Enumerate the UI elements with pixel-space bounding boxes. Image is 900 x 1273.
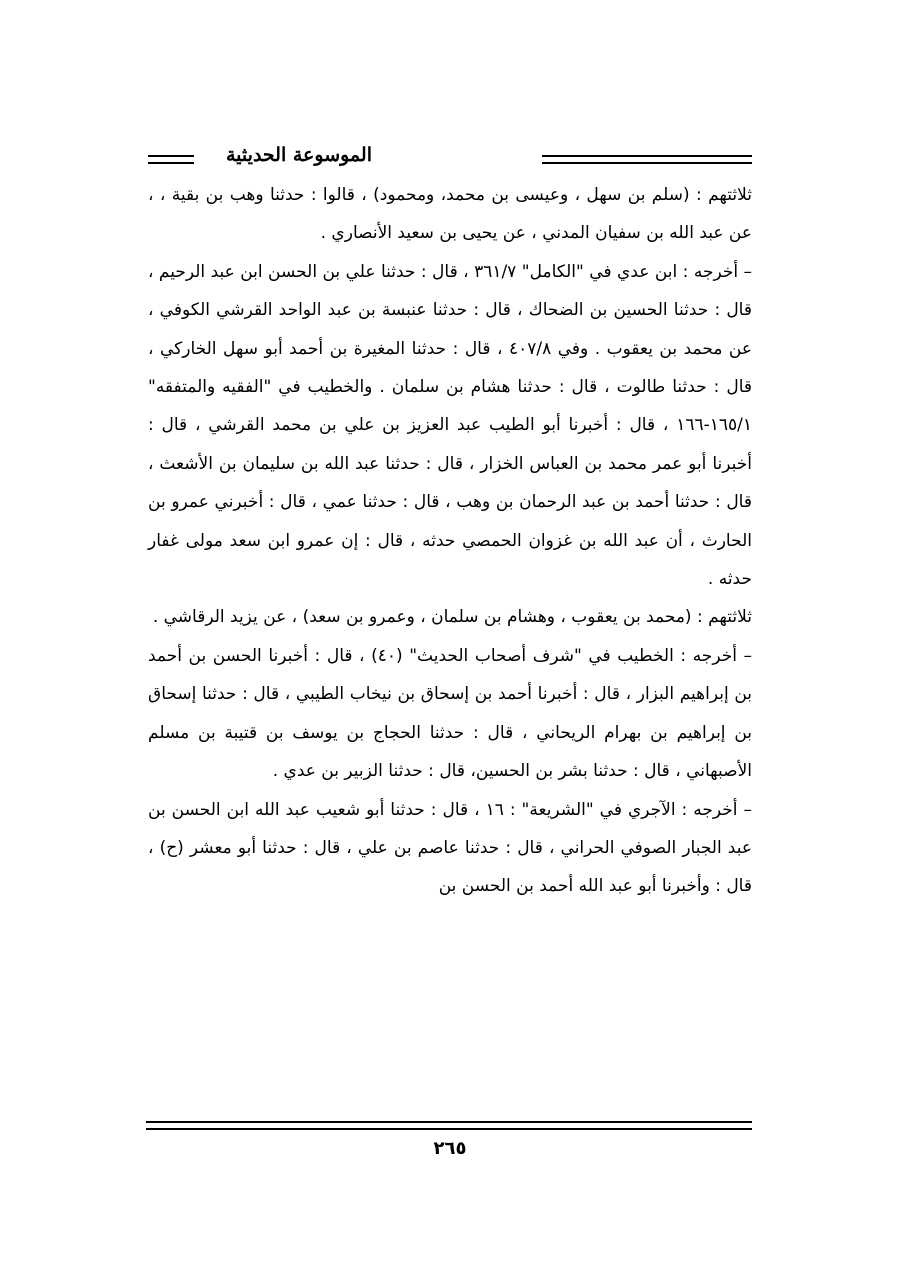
- paragraph-3: ثلاثتهم : (محمد بن يعقوب ، وهشام بن سلمان ، وعمرو بن سعد) ، عن يزيد الرقاشي .: [152, 607, 752, 628]
- paragraph-2: – أخرجه : ابن عدي في "الكامل" ٣٦١/٧ ، قال : حدثنا علي بن الحسن ابن عبد الرحيم ، قال : حدثنا الحسين بن الضحاك ، قال : حدثنا عنبسة بن عبد الواحد القرشي الكوفي ، عن محمد بن يعقوب . وفي ٤٠٧/٨ ، قال : حدثنا المغيرة بن أحمد أبو سهل الخاركي ، قال : حدثنا طالوت ، قال : حدثنا هشام بن سلمان . والخطيب في "الفقيه والمتفقه" ١٦٥/١-١٦٦ ، قال : أخبرنا أبو الطيب عبد العزيز بن علي بن محمد القرشي ، قال : أخبرنا أبو عمر محمد بن العباس الخزار ، قال : حدثنا عبد الله بن سليمان بن الأشعث ، قال : حدثنا أحمد بن عبد الرحمان بن وهب ، قال : حدثنا عمي ، قال : أخبرني عمرو بن الحارث ، أن عبد الله بن غزوان الحمصي حدثه ، قال : إن عمرو ابن سعد مولى غفار حدثه .: [148, 261, 752, 590]
- header-rule-left: [148, 155, 194, 164]
- header-title: الموسوعة الحديثية: [226, 144, 372, 166]
- running-header: [148, 140, 752, 174]
- paragraph-5: – أخرجه : الآجري في "الشريعة" : ١٦ ، قال : حدثنا أبو شعيب عبد الله ابن الحسن بن عبد الجبار الصوفي الحراني ، قال : حدثنا عاصم بن علي ، قال : حدثنا أبو معشر (ح) ، قال : وأخبرنا أبو عبد الله أحمد بن الحسن بن: [148, 799, 752, 897]
- paragraph-4: – أخرجه : الخطيب في "شرف أصحاب الحديث" (٤٠) ، قال : أخبرنا الحسن بن أحمد بن إبراهيم البزار ، قال : أخبرنا أحمد بن إسحاق بن نيخاب الطيبي ، قال : حدثنا إسحاق بن إبراهيم بن بهرام الريحاني ، قال : حدثنا الحجاج بن يوسف بن قتيبة بن مسلم الأصبهاني ، قال : حدثنا بشر بن الحسين، قال : حدثنا الزبير بن عدي .: [148, 645, 752, 782]
- footer-rule: [146, 1121, 752, 1130]
- page-number: ٢٦٥: [433, 1138, 467, 1159]
- paragraph-1: ثلاثتهم : (سلم بن سهل ، وعيسى بن محمد، ومحمود) ، قالوا : حدثنا وهب بن بقية ، ، عن عبد الله بن سفيان المدني ، عن يحيى بن سعيد الأنصاري .: [148, 185, 752, 244]
- body-text: [148, 176, 752, 906]
- header-rule-right: [542, 155, 752, 164]
